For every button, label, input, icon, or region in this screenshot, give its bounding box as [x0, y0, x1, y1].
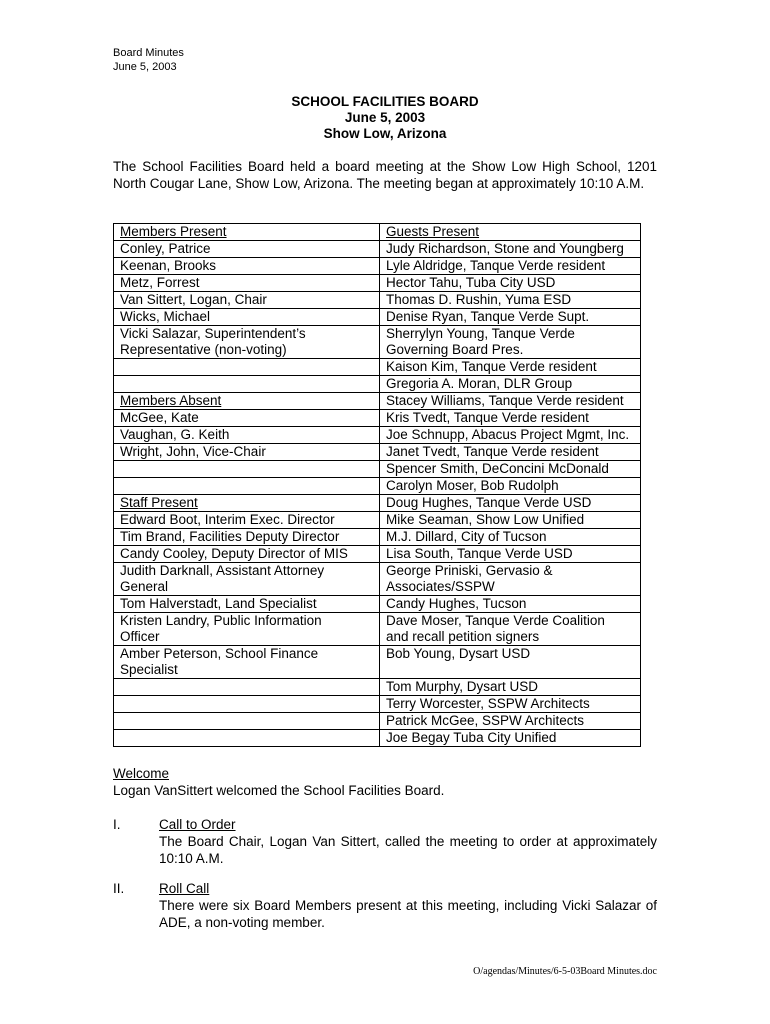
- table-row: [114, 410, 641, 427]
- table-row: [114, 224, 641, 241]
- guests-cell: [380, 275, 641, 292]
- guests-cell: [380, 326, 641, 359]
- cell-line: Edward Boot, Interim Exec. Director: [120, 512, 335, 527]
- guests-cell: [380, 461, 641, 478]
- table-row: [114, 478, 641, 495]
- cell-line: Gregoria A. Moran, DLR Group: [386, 376, 573, 391]
- staff-members-cell: [114, 546, 380, 563]
- staff-members-cell: [114, 224, 380, 241]
- cell-line: [120, 679, 373, 695]
- cell-line: [386, 662, 634, 678]
- cell-line: Representative (non-voting): [120, 342, 287, 357]
- cell-line: Vaughan, G. Keith: [120, 427, 230, 442]
- cell-line: Mike Seaman, Show Low Unified: [386, 512, 585, 527]
- section-text: The Board Chair, Logan Van Sittert, called the meeting to order at approximately 10:10 A.M.: [159, 834, 657, 866]
- cell-line: [120, 713, 373, 729]
- welcome-text: Logan VanSittert welcomed the School Facilities Board.: [113, 783, 445, 798]
- section-text: There were six Board Members present at this meeting, including Vicki Salazar of ADE, a non-voting member.: [159, 898, 657, 930]
- cell-line: [120, 359, 373, 375]
- cell-line: Candy Hughes, Tucson: [386, 596, 527, 611]
- guests-cell: [380, 596, 641, 613]
- staff-members-cell: [114, 292, 380, 309]
- cell-line: Hector Tahu, Tuba City USD: [386, 275, 556, 290]
- staff-members-cell: [114, 613, 380, 646]
- table-row: [114, 309, 641, 326]
- cell-line: Tom Halverstadt, Land Specialist: [120, 596, 317, 611]
- cell-line: Amber Peterson, School Finance: [120, 646, 319, 661]
- cell-line: Patrick McGee, SSPW Architects: [386, 713, 585, 728]
- table-row: [114, 292, 641, 309]
- cell-line: Members Absent: [120, 393, 222, 408]
- guests-cell: [380, 393, 641, 410]
- staff-members-cell: [114, 563, 380, 596]
- guests-cell: [380, 512, 641, 529]
- cell-line: Terry Worcester, SSPW Architects: [386, 696, 590, 711]
- guests-cell: [380, 713, 641, 730]
- table-row: [114, 461, 641, 478]
- cell-line: Tim Brand, Facilities Deputy Director: [120, 529, 340, 544]
- cell-line: Denise Ryan, Tanque Verde Supt.: [386, 309, 590, 324]
- table-row: [114, 359, 641, 376]
- section-number: II.: [113, 881, 125, 896]
- staff-members-cell: [114, 393, 380, 410]
- staff-members-cell: [114, 359, 380, 376]
- guests-cell: [380, 646, 641, 679]
- cell-line: Keenan, Brooks: [120, 258, 217, 273]
- cell-line: Associates/SSPW: [386, 579, 495, 594]
- cell-line: M.J. Dillard, City of Tucson: [386, 529, 547, 544]
- staff-members-cell: [114, 495, 380, 512]
- cell-line: Staff Present: [120, 495, 198, 510]
- staff-members-cell: [114, 730, 380, 747]
- cell-line: Vicki Salazar, Superintendent’s: [120, 326, 306, 341]
- cell-line: Joe Begay Tuba City Unified: [386, 730, 557, 745]
- cell-line: Lyle Aldridge, Tanque Verde resident: [386, 258, 606, 273]
- table-row: [114, 730, 641, 747]
- staff-members-cell: [114, 529, 380, 546]
- guests-cell: [380, 444, 641, 461]
- guests-cell: [380, 292, 641, 309]
- staff-members-cell: [114, 461, 380, 478]
- table-row: [114, 512, 641, 529]
- staff-members-cell: [114, 646, 380, 679]
- guests-cell: [380, 359, 641, 376]
- cell-line: Tom Murphy, Dysart USD: [386, 679, 539, 694]
- cell-line: Kaison Kim, Tanque Verde resident: [386, 359, 597, 374]
- welcome-heading: Welcome: [113, 766, 170, 781]
- table-row: [114, 241, 641, 258]
- staff-members-cell: [114, 679, 380, 696]
- cell-line: Specialist: [120, 662, 178, 677]
- cell-line: [120, 478, 373, 494]
- document-header: [113, 46, 184, 74]
- section-heading: Call to Order: [159, 817, 236, 832]
- cell-line: Officer: [120, 629, 160, 644]
- cell-line: Metz, Forrest: [120, 275, 200, 290]
- guests-cell: [380, 410, 641, 427]
- guests-cell: [380, 241, 641, 258]
- cell-line: Sherrylyn Young, Tanque Verde: [386, 326, 575, 341]
- table-row: [114, 427, 641, 444]
- staff-members-cell: [114, 275, 380, 292]
- table-row: [114, 275, 641, 292]
- staff-members-cell: [114, 376, 380, 393]
- staff-members-cell: [114, 410, 380, 427]
- guests-cell: [380, 529, 641, 546]
- cell-line: Van Sittert, Logan, Chair: [120, 292, 267, 307]
- guests-cell: [380, 376, 641, 393]
- guests-cell: [380, 427, 641, 444]
- header-title: Board Minutes: [113, 47, 184, 59]
- cell-line: [120, 461, 373, 477]
- cell-line: and recall petition signers: [386, 629, 540, 644]
- cell-line: [120, 730, 373, 746]
- table-row: [114, 444, 641, 461]
- cell-line: Dave Moser, Tanque Verde Coalition: [386, 613, 605, 628]
- staff-members-cell: [114, 713, 380, 730]
- cell-line: Doug Hughes, Tanque Verde USD: [386, 495, 592, 510]
- table-row: [114, 613, 641, 646]
- cell-line: Candy Cooley, Deputy Director of MIS: [120, 546, 348, 561]
- cell-line: Conley, Patrice: [120, 241, 211, 256]
- staff-members-cell: [114, 427, 380, 444]
- staff-members-cell: [114, 596, 380, 613]
- table-row: [114, 696, 641, 713]
- cell-line: Joe Schnupp, Abacus Project Mgmt, Inc.: [386, 427, 630, 442]
- staff-members-cell: [114, 696, 380, 713]
- section-call-to-order: [113, 816, 657, 867]
- section-number: I.: [113, 817, 121, 832]
- title-board: SCHOOL FACILITIES BOARD: [291, 94, 479, 109]
- staff-members-cell: [114, 478, 380, 495]
- cell-line: George Priniski, Gervasio &: [386, 563, 553, 578]
- cell-line: Wicks, Michael: [120, 309, 211, 324]
- table-row: [114, 393, 641, 410]
- cell-line: McGee, Kate: [120, 410, 199, 425]
- table-row: [114, 563, 641, 596]
- table-row: [114, 679, 641, 696]
- staff-members-cell: [114, 258, 380, 275]
- welcome-section: [113, 765, 444, 799]
- guests-cell: [380, 495, 641, 512]
- table-row: [114, 596, 641, 613]
- staff-members-cell: [114, 326, 380, 359]
- cell-line: Guests Present: [386, 224, 480, 239]
- cell-line: Kris Tvedt, Tanque Verde resident: [386, 410, 589, 425]
- cell-line: Stacey Williams, Tanque Verde resident: [386, 393, 624, 408]
- table-row: [114, 546, 641, 563]
- cell-line: Lisa South, Tanque Verde USD: [386, 546, 573, 561]
- cell-line: Carolyn Moser, Bob Rudolph: [386, 478, 559, 493]
- cell-line: General: [120, 579, 169, 594]
- title-location: Show Low, Arizona: [323, 126, 447, 141]
- cell-line: Judith Darknall, Assistant Attorney: [120, 563, 325, 578]
- header-date: June 5, 2003: [113, 61, 177, 73]
- guests-cell: [380, 679, 641, 696]
- cell-line: Thomas D. Rushin, Yuma ESD: [386, 292, 572, 307]
- guests-cell: [380, 563, 641, 596]
- section-roll-call: [113, 880, 657, 931]
- staff-members-cell: [114, 512, 380, 529]
- table-row: [114, 713, 641, 730]
- cell-line: Janet Tvedt, Tanque Verde resident: [386, 444, 599, 459]
- guests-cell: [380, 309, 641, 326]
- cell-line: [120, 376, 373, 392]
- footer-path: O/agendas/Minutes/6-5-03Board Minutes.doc: [473, 966, 657, 977]
- title-date: June 5, 2003: [344, 110, 426, 125]
- guests-cell: [380, 546, 641, 563]
- guests-cell: [380, 696, 641, 713]
- attendance-table: [113, 223, 641, 747]
- staff-members-cell: [114, 444, 380, 461]
- guests-cell: [380, 730, 641, 747]
- guests-cell: [380, 224, 641, 241]
- cell-line: Wright, John, Vice-Chair: [120, 444, 266, 459]
- table-row: [114, 376, 641, 393]
- table-row: [114, 326, 641, 359]
- cell-line: Members Present: [120, 224, 227, 239]
- cell-line: Judy Richardson, Stone and Youngberg: [386, 241, 624, 256]
- cell-line: Bob Young, Dysart USD: [386, 646, 531, 661]
- cell-line: Spencer Smith, DeConcini McDonald: [386, 461, 609, 476]
- table-row: [114, 646, 641, 679]
- cell-line: Kristen Landry, Public Information: [120, 613, 322, 628]
- table-row: [114, 529, 641, 546]
- cell-line: [120, 696, 373, 712]
- guests-cell: [380, 258, 641, 275]
- table-row: [114, 258, 641, 275]
- table-row: [114, 495, 641, 512]
- guests-cell: [380, 478, 641, 495]
- cell-line: Governing Board Pres.: [386, 342, 524, 357]
- section-heading: Roll Call: [159, 881, 210, 896]
- staff-members-cell: [114, 241, 380, 258]
- page-title: [0, 94, 770, 142]
- staff-members-cell: [114, 309, 380, 326]
- intro-paragraph: The School Facilities Board held a board meeting at the Show Low High School, 1201 North Cougar Lane, Show Low, Arizona. The meeting began at approximately 10:10 A.M.: [113, 159, 657, 191]
- guests-cell: [380, 613, 641, 646]
